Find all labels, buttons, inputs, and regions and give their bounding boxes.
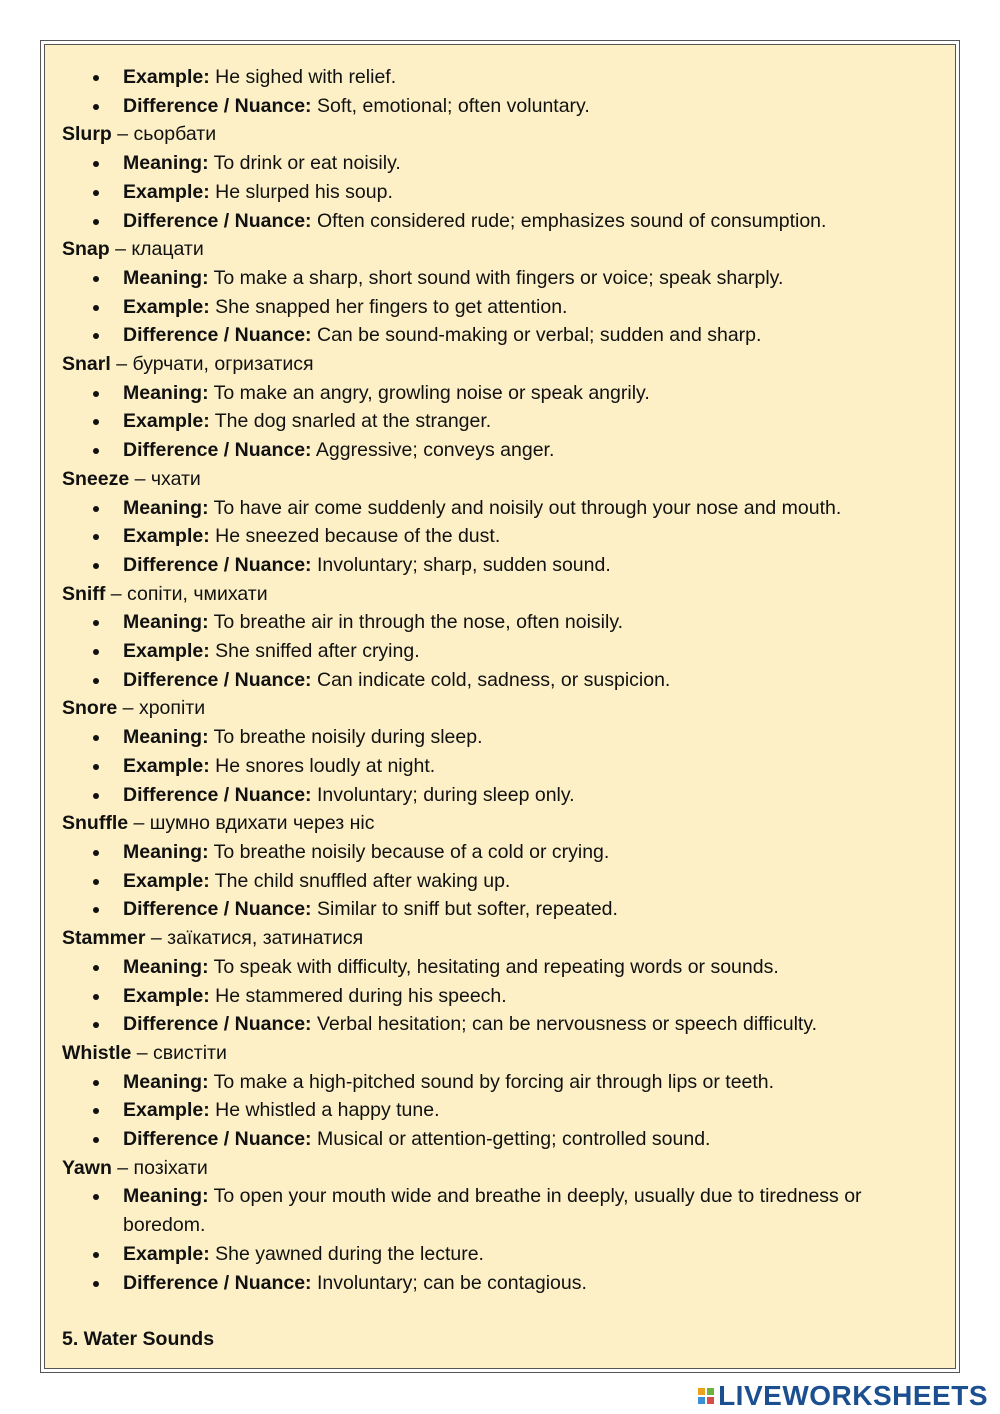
list-item (62, 1240, 935, 1269)
list-item (62, 1269, 935, 1298)
item-label: Difference / Nuance: (123, 1128, 312, 1151)
item-text: Involuntary; can be contagious. (311, 1271, 587, 1294)
item-text: He stammered during his speech. (209, 984, 507, 1007)
item-label: Difference / Nuance: (123, 324, 312, 347)
item-text: He slurped his soup. (209, 180, 393, 203)
term-details-list (62, 149, 935, 235)
list-item (62, 293, 935, 322)
item-text: She sniffed after crying. (209, 640, 420, 663)
list-item (62, 608, 935, 637)
term-details-list (62, 723, 935, 809)
item-label: Difference / Nuance: (123, 1271, 312, 1294)
item-text: Similar to sniff but softer, repeated. (311, 898, 618, 921)
list-item (62, 321, 935, 350)
list-item (62, 752, 935, 781)
item-text: She snapped her fingers to get attention. (209, 295, 568, 318)
term-word: Sneeze (62, 467, 130, 490)
item-text: Often considered rude; emphasizes sound of consumption. (311, 209, 827, 232)
item-text: To speak with difficulty, hesitating and repeating words or sounds. (208, 955, 779, 978)
list-item (62, 637, 935, 666)
term-word: Stammer (62, 927, 146, 950)
list-item (62, 723, 935, 752)
list-item (62, 436, 935, 465)
item-text: To make a sharp, short sound with fingers or voice; speak sharply. (208, 266, 784, 289)
term-translation: – сьорбати (111, 123, 217, 146)
item-label: Meaning: (123, 496, 209, 519)
item-label: Difference / Nuance: (123, 209, 312, 232)
item-text: Involuntary; sharp, sudden sound. (311, 553, 611, 576)
term-details-list (62, 1068, 935, 1154)
term-heading (62, 465, 935, 494)
item-label: Difference / Nuance: (123, 783, 312, 806)
list-item (62, 1096, 935, 1125)
item-label: Meaning: (123, 381, 209, 404)
term-heading (62, 924, 935, 953)
term-details-list (62, 838, 935, 924)
list-item (62, 1068, 935, 1097)
term-details-list (62, 608, 935, 694)
item-label: Meaning: (123, 611, 209, 634)
list-item (62, 1010, 935, 1039)
term-word: Snarl (62, 353, 111, 376)
item-label: Difference / Nuance: (123, 668, 312, 691)
logo-text: LIVEWORKSHEETS (718, 1380, 988, 1411)
item-label: Example: (123, 869, 210, 892)
term-word: Whistle (62, 1041, 132, 1064)
list-item (62, 522, 935, 551)
item-text: To drink or eat noisily. (208, 152, 401, 175)
top-bullet-list (62, 63, 935, 120)
item-label: Example: (123, 640, 210, 663)
entries-list (62, 120, 935, 1297)
term-word: Slurp (62, 123, 112, 146)
item-text: He whistled a happy tune. (209, 1099, 440, 1122)
term-details-list (62, 379, 935, 465)
list-item (62, 379, 935, 408)
list-item (62, 895, 935, 924)
item-text: Verbal hesitation; can be nervousness or speech difficulty. (311, 1013, 818, 1036)
list-item (62, 407, 935, 436)
item-label: Difference / Nuance: (123, 553, 312, 576)
list-item (62, 149, 935, 178)
item-label: Difference / Nuance: (123, 1013, 312, 1036)
list-item (62, 178, 935, 207)
list-item (62, 207, 935, 236)
list-item: Example: He sighed with relief. (62, 63, 935, 92)
item-text: To make an angry, growling noise or speak angrily. (208, 381, 650, 404)
list-item (62, 1125, 935, 1154)
term-translation: – сопіти, чмихати (105, 582, 268, 605)
item-text: Musical or attention-getting; controlled sound. (311, 1128, 711, 1151)
item-label: Meaning: (123, 1185, 209, 1208)
item-label: Meaning: (123, 726, 209, 749)
term-heading (62, 350, 935, 379)
item-label: Meaning: (123, 266, 209, 289)
term-details-list (62, 494, 935, 580)
term-translation: – свистіти (131, 1041, 227, 1064)
item-text: To open your mouth wide and breathe in deeply, usually due to tiredness or boredom. (123, 1185, 862, 1237)
list-item (62, 781, 935, 810)
item-label: Difference / Nuance: (123, 439, 312, 462)
worksheet-content (44, 44, 956, 1369)
term-word: Snap (62, 238, 110, 261)
term-word: Sniff (62, 582, 106, 605)
list-item (62, 867, 935, 896)
term-translation: – клацати (109, 238, 204, 261)
term-translation: – бурчати, огризатися (110, 353, 314, 376)
item-text: The dog snarled at the stranger. (209, 410, 492, 433)
item-text: To breathe air in through the nose, often noisily. (208, 611, 624, 634)
term-heading (62, 580, 935, 609)
item-label: Example: (123, 1242, 210, 1265)
section-heading: 5. Water Sounds (62, 1328, 215, 1351)
item-text: Involuntary; during sleep only. (311, 783, 575, 806)
liveworksheets-logo (698, 1380, 988, 1412)
term-translation: – заїкатися, затинатися (145, 927, 364, 950)
item-text: To breathe noisily because of a cold or crying. (208, 840, 610, 863)
list-item (62, 551, 935, 580)
item-label: Meaning: (123, 152, 209, 175)
item-text: To have air come suddenly and noisily out through your nose and mouth. (208, 496, 842, 519)
item-text: She yawned during the lecture. (209, 1242, 484, 1265)
item-text: To breathe noisily during sleep. (208, 726, 483, 749)
list-item (62, 953, 935, 982)
item-label: Example: (123, 295, 210, 318)
term-word: Snore (62, 697, 118, 720)
term-translation: – шумно вдихати через ніс (128, 812, 375, 835)
item-text: He sneezed because of the dust. (209, 525, 501, 548)
liveworksheets-logo-icon (698, 1388, 714, 1404)
term-details-list (62, 953, 935, 1039)
item-label: Meaning: (123, 1070, 209, 1093)
page-frame (40, 40, 960, 1373)
item-label: Difference / Nuance: (123, 898, 312, 921)
item-label: Example: (123, 180, 210, 203)
item-label: Example: (123, 410, 210, 433)
item-text: To make a high-pitched sound by forcing air through lips or teeth. (208, 1070, 775, 1093)
item-text: Can be sound-making or verbal; sudden and sharp. (311, 324, 762, 347)
item-label: Meaning: (123, 840, 209, 863)
item-text: Can indicate cold, sadness, or suspicion. (311, 668, 671, 691)
term-details-list (62, 1182, 935, 1297)
list-item: Difference / Nuance: Soft, emotional; often voluntary. (62, 92, 935, 121)
item-label: Example: (123, 1099, 210, 1122)
term-heading (62, 809, 935, 838)
item-label: Example: (123, 984, 210, 1007)
list-item (62, 666, 935, 695)
list-item (62, 838, 935, 867)
list-item (62, 264, 935, 293)
term-translation: – позіхати (111, 1156, 208, 1179)
item-label: Meaning: (123, 955, 209, 978)
term-heading (62, 1154, 935, 1183)
item-text: He snores loudly at night. (209, 754, 436, 777)
item-text: Aggressive; conveys anger. (311, 439, 555, 462)
item-label: Example: (123, 754, 210, 777)
item-text: The child snuffled after waking up. (209, 869, 511, 892)
term-heading (62, 235, 935, 264)
list-item (62, 982, 935, 1011)
term-heading (62, 694, 935, 723)
term-heading (62, 1039, 935, 1068)
term-heading (62, 120, 935, 149)
term-word: Snuffle (62, 812, 129, 835)
term-translation: – хропіти (117, 697, 206, 720)
list-item (62, 1182, 935, 1239)
list-item (62, 494, 935, 523)
term-details-list (62, 264, 935, 350)
term-translation: – чхати (129, 467, 201, 490)
term-word: Yawn (62, 1156, 112, 1179)
item-label: Example: (123, 525, 210, 548)
